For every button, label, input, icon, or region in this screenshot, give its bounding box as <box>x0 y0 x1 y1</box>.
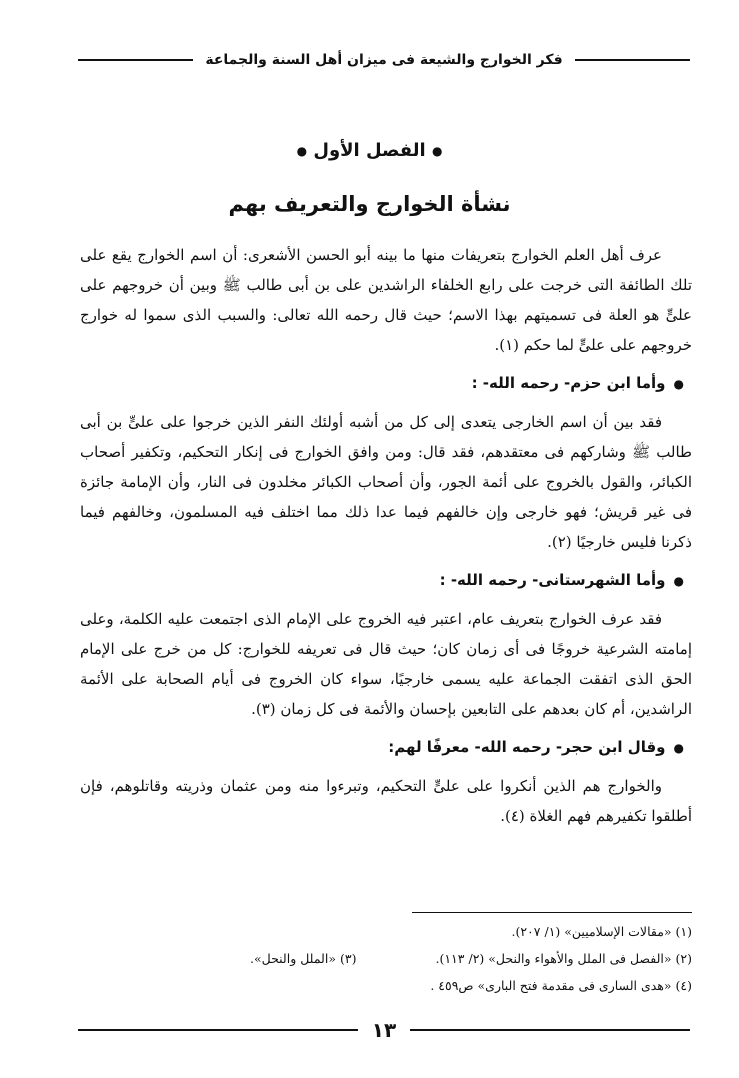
paragraph: والخوارج هم الذين أنكروا على علىٍّ التحكيم، وتبرءوا منه ومن عثمان وذريته وقاتلوهم، فإن أطلقوا تكفيرهم فهم الغلاة (٤). <box>80 777 692 825</box>
footnote-1: (١) «مقالات الإسلاميين» (١/ ٢٠٧). <box>511 924 692 939</box>
subheading <box>80 368 692 399</box>
footnote-row <box>80 972 692 999</box>
header-rule-left <box>78 59 193 61</box>
paragraph: عرف أهل العلم الخوارج بتعريفات منها ما بينه أبو الحسن الأشعرى: أن اسم الخوارج يقع على تلك الطائفة التى خرجت على رابع الخلفاء الراشدين على بن أبى طالب ﷺ وبين أن خروجهم على علىٍّ هو العلة فى تسميتهم بهذا الاسم؛ حيث قال رحمه الله تعالى: والسبب الذى سموا له خوارج خروجهم على علىٍّ لما حكم (١). <box>80 246 692 354</box>
paragraph: فقد بين أن اسم الخارجى يتعدى إلى كل من أشبه أولئك النفر الذين خرجوا على علىٍّ بن أبى طالب ﷺ وشاركهم فى معتقدهم، فقد قال: ومن وافق الخوارج فى إنكار التحكيم، وتكفير أصحاب الكبائر، والقول بالخروج على أئمة الجور، وأن أصحاب الكبائر مخلدون فى النار، وأن الإمامة جائزة فى غير قريش؛ فهو خارجى وإن خالفهم فيما عدا ذلك مما اختلف فيه المسلمون، وخالفهم فيما ذكرنا فليس خارجيًا (٢). <box>80 413 692 551</box>
footer-rule-right <box>410 1029 690 1031</box>
header-rule-right <box>575 59 690 61</box>
footnotes <box>80 918 692 999</box>
subheading-text: وقال ابن حجر- رحمه الله- معرفًا لهم: <box>388 738 666 756</box>
page-number: ١٣ <box>371 1018 397 1042</box>
bullet-icon: ● <box>431 144 443 158</box>
footnote-divider <box>412 912 692 913</box>
page-footer <box>78 1016 690 1044</box>
footnote-3: (٣) «الملل والنحل». <box>250 951 357 966</box>
bullet-icon: ● <box>673 741 684 755</box>
footnote-row <box>80 918 692 945</box>
subheading-text: وأما ابن حزم- رحمه الله- : <box>471 374 666 392</box>
section-title: نشأة الخوارج والتعريف بهم <box>228 192 511 216</box>
bullet-icon: ● <box>673 574 684 588</box>
chapter-heading <box>0 140 739 161</box>
footer-rule-left <box>78 1029 358 1031</box>
running-header <box>78 44 690 76</box>
bullet-icon: ● <box>296 144 308 158</box>
footnote-row <box>80 945 692 972</box>
running-title: فكر الخوارج والشيعة فى ميزان أهل السنة والجماعة <box>205 52 563 68</box>
footnote-2: (٢) «الفصل فى الملل والأهواء والنحل» (٢/ ١١٣). <box>435 951 692 966</box>
chapter-label: الفصل الأول <box>313 140 426 161</box>
bullet-icon: ● <box>673 377 684 391</box>
subheading <box>80 565 692 596</box>
subheading <box>80 732 692 763</box>
paragraph: فقد عرف الخوارج بتعريف عام، اعتبر فيه الخروج على الإمام الذى اجتمعت عليه الكلمة، وعلى إمامته الشرعية خروجًا فى أى زمان كان؛ حيث قال فى تعريفه للخوارج: كل من خرج على الإمام الحق الذى اتفقت الجماعة عليه يسمى خارجيًا، سواء كان الخروج فى أيام الصحابة على الأئمة الراشدين، أم كان بعدهم على التابعين بإحسان والأئمة فى كل زمان (٣). <box>80 610 692 718</box>
footnote-4: (٤) «هدى السارى فى مقدمة فتح البارى» ص٤٥٩ . <box>430 978 692 993</box>
subheading-text: وأما الشهرستانى- رحمه الله- : <box>439 571 666 589</box>
body-text <box>80 240 692 831</box>
